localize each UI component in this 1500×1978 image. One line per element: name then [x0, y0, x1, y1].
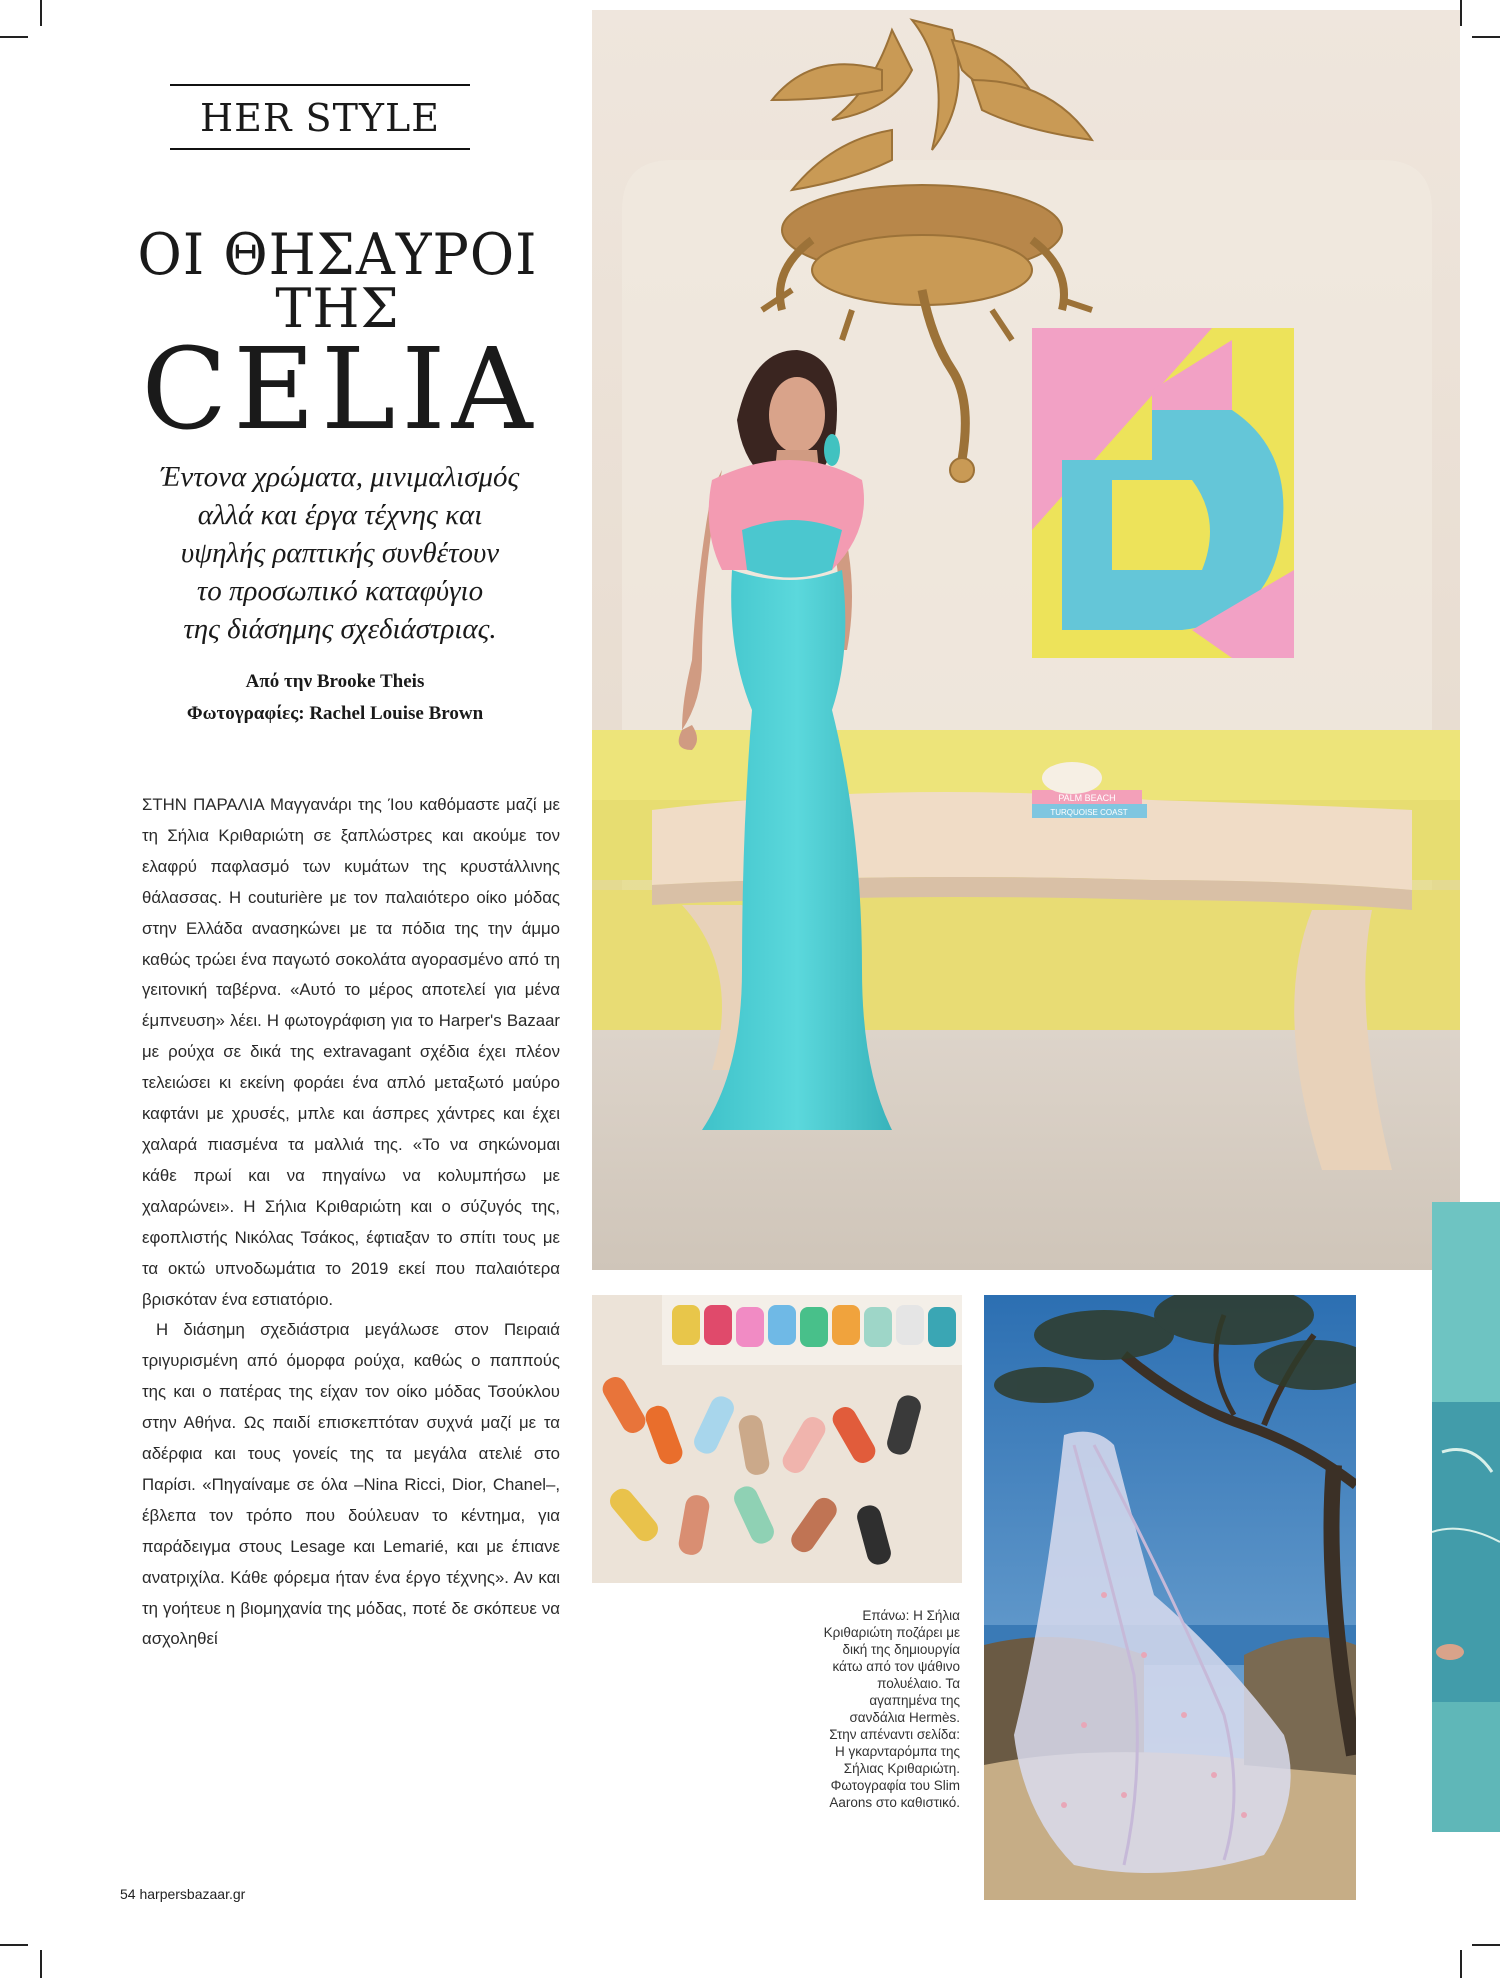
caption-line: δική της δημιουργία — [842, 1642, 960, 1657]
crop-mark — [40, 1950, 42, 1978]
gown-illustration — [984, 1295, 1356, 1900]
book-title-bottom: TURQUOISE COAST — [1050, 808, 1128, 817]
gown-beach-photo — [984, 1295, 1356, 1900]
headline-line-1: ΟΙ ΘΗΣΑΥΡΟΙ — [137, 221, 538, 288]
standfirst-line: αλλά και έργα τέχνης και — [197, 499, 483, 531]
byline-photographer: Φωτογραφίες: Rachel Louise Brown — [186, 703, 484, 724]
standfirst-line: το προσωπικό καταφύγιο — [196, 575, 484, 607]
crop-mark — [1472, 1944, 1500, 1946]
caption-line: Η γκαρνταρόμπα της — [834, 1744, 960, 1759]
caption-line: Στην απέναντι σελίδα: — [829, 1727, 960, 1742]
caption-line: Κριθαριώτη ποζάρει με — [823, 1625, 960, 1640]
page-folio: 54 harpersbazaar.gr — [120, 1886, 246, 1902]
crop-mark — [0, 36, 28, 38]
section-label — [170, 84, 470, 150]
body-paragraph: Η διάσημη σχεδιάστρια μεγάλωσε στον Πειραιά τριγυρισμένη από όμορφα ρούχα, καθώς ο παππούς της και ο πατέρας της είχαν τον οίκο μόδας Τσούκλου στην Αθήνα. Ως παιδί επισκεπτόταν συχνά μαζί με τα αδέρφια και τους γονείς της τα μεγάλα ατελιέ στο Παρίσι. «Πηγαίναμε σε όλα –Nina Ricci, Dior, Chanel–, έβλεπα τον τρόπο που δούλευαν το κέντημα, για παράδειγμα στους Lesage και Lemarié, και με έπιανε ανατριχίλα. Κάθε φόρεμα ήταν ένα έργο τέχνης». Αν και τη γοήτευε η βιομηχανία της μόδας, ποτέ δε σκόπευε να ασχοληθεί — [142, 1320, 560, 1649]
caption-line: κάτω από τον ψάθινο — [832, 1659, 960, 1674]
section-label-text: HER STYLE — [199, 96, 440, 140]
body-paragraph: ΣΤΗΝ ΠΑΡΑΛΙΑ Μαγγανάρι της Ίου καθόμαστε μαζί με τη Σήλια Κριθαριώτη σε ξαπλώστρες και ακούμε τον ελαφρύ παφλασμό των κυμάτων της κρυστάλλινης θάλασσας. Η couturière με τον παλαιότερο οίκο μόδας στην Ελλάδα ανασηκώνει με τα πόδια της την άμμο καθώς τρώει ένα παγωτό σοκολάτα αγορασμένο από τη γειτονική ταβέρνα. «Αυτό το μέρος αποτελεί για μένα έμπνευση» λέει. Η φωτογράφιση για το Harper's Bazaar με ρούχα σε δικά της extravagant σχέδια έχει πλέον τελειώσει κι εκείνη φοράει ένα απλό μεταξωτό μαύρο καφτάνι με χρυσές, μπλε και άσπρες χάντρες και έχει χαλαρά πιασμένα τα μαλλιά της. «Το να σηκώνομαι κάθε πρωί και να πηγαίνω να κολυμπήσω με χαλαρώνει». Η Σήλια Κριθαριώτη και ο σύζυγός της, εφοπλιστής Νικόλας Τσάκος, έφτιαξαν το σπίτι τους με τα οκτώ υπνοδωμάτια το 2019 εκεί που παλαιότερα βρισκόταν ένα εστιατόριο. — [142, 795, 560, 1309]
photo-caption — [620, 1607, 960, 1811]
crop-mark — [40, 0, 42, 26]
artwork — [1032, 328, 1294, 658]
headline-line-2: ΤΗΣ — [275, 277, 400, 340]
caption-line: Επάνω: Η Σήλια — [862, 1608, 960, 1623]
headline-line-3: CELIA — [141, 325, 539, 455]
book-title-top: PALM BEACH — [1058, 793, 1116, 803]
standfirst — [135, 458, 545, 648]
crop-mark — [1472, 36, 1500, 38]
crop-mark — [1460, 1950, 1462, 1978]
main-photo-illustration — [592, 10, 1460, 1270]
sea-photo-strip — [1432, 1202, 1500, 1832]
standfirst-line: Έντονα χρώματα, μινιμαλισμός — [160, 461, 520, 493]
byline — [135, 666, 535, 730]
caption-line: Σήλιας Κριθαριώτη. — [843, 1761, 960, 1776]
caption-line: αγαπημένα της — [869, 1693, 960, 1708]
caption-line: Φωτογραφία του Slim — [830, 1778, 960, 1793]
article-body — [142, 790, 560, 1655]
sea-illustration — [1432, 1202, 1500, 1832]
caption-line: Aarons στο καθιστικό. — [829, 1795, 960, 1810]
main-photo — [592, 10, 1460, 1270]
section-rule-bottom — [170, 148, 470, 150]
crop-mark — [1460, 0, 1462, 26]
crop-mark — [0, 1944, 28, 1946]
caption-line: πολυέλαιο. Τα — [877, 1676, 960, 1691]
byline-author: Από την Brooke Theis — [245, 671, 425, 692]
standfirst-line: υψηλής ραπτικής συνθέτουν — [180, 537, 500, 569]
standfirst-line: της διάσημης σχεδιάστριας. — [183, 613, 497, 645]
caption-line: σανδάλια Hermès. — [849, 1710, 960, 1725]
sandals-photo — [592, 1295, 962, 1583]
sandals-illustration — [592, 1295, 962, 1583]
